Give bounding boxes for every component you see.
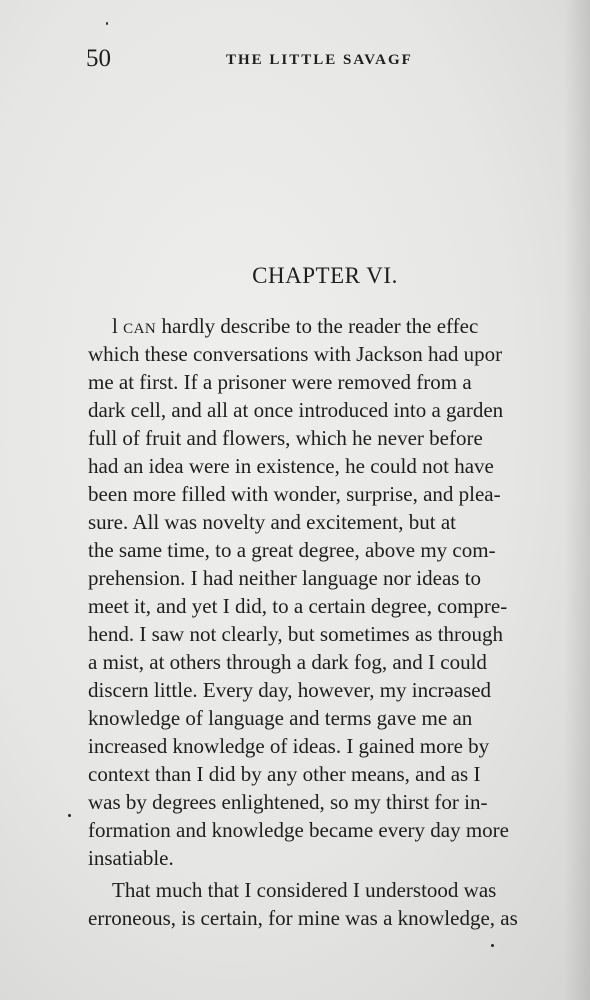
body-line: context than I did by any other means, and as I	[88, 762, 481, 786]
body-line: the same time, to a great degree, above my com-	[88, 538, 496, 562]
body-line: discern little. Every day, however, my incrəased	[88, 678, 492, 702]
body-line: sure. All was novelty and excitement, but at	[88, 510, 456, 534]
page-edge-shadow	[564, 0, 590, 1000]
body-line: That much that I considered I understood was	[112, 878, 497, 902]
body-line: hend. I saw not clearly, but sometimes as through	[88, 622, 504, 646]
ink-speck	[68, 814, 71, 817]
body-line: had an idea were in existence, he could not have	[88, 454, 494, 478]
body-line: prehension. I had neither language nor ideas to	[88, 566, 482, 590]
lead-smallcaps: CAN	[123, 321, 157, 337]
page-number: 50	[86, 45, 111, 72]
body-line: was by degrees enlightened, so my thirst for in-	[88, 790, 488, 814]
body-line	[112, 312, 478, 340]
body-line: full of fruit and flowers, which he never before	[88, 426, 483, 450]
body-line: dark cell, and all at once introduced into a garden	[88, 398, 504, 422]
chapter-title: CHAPTER VI.	[252, 263, 398, 288]
body-line: been more filled with wonder, surprise, and plea-	[88, 482, 501, 506]
body-line: which these conversations with Jackson had upor	[88, 342, 503, 366]
ink-speck	[491, 944, 494, 947]
body-line: increased knowledge of ideas. I gained more by	[88, 734, 490, 758]
body-line: insatiable.	[88, 846, 174, 870]
body-line: erroneous, is certain, for mine was a knowledge, as	[88, 906, 518, 930]
body-line: knowledge of language and terms gave me an	[88, 706, 473, 730]
body-line: a mist, at others through a dark fog, and I could	[88, 650, 487, 674]
ink-speck	[106, 22, 108, 25]
first-line-rest: hardly describe to the reader the effec	[156, 314, 479, 338]
body-line: me at first. If a prisoner were removed from a	[88, 370, 472, 394]
lead-initial: l	[112, 314, 118, 338]
running-header: THE LITTLE SAVAGF	[226, 52, 413, 68]
body-line: meet it, and yet I did, to a certain degree, compre-	[88, 594, 508, 618]
body-line: formation and knowledge became every day more	[88, 818, 509, 842]
